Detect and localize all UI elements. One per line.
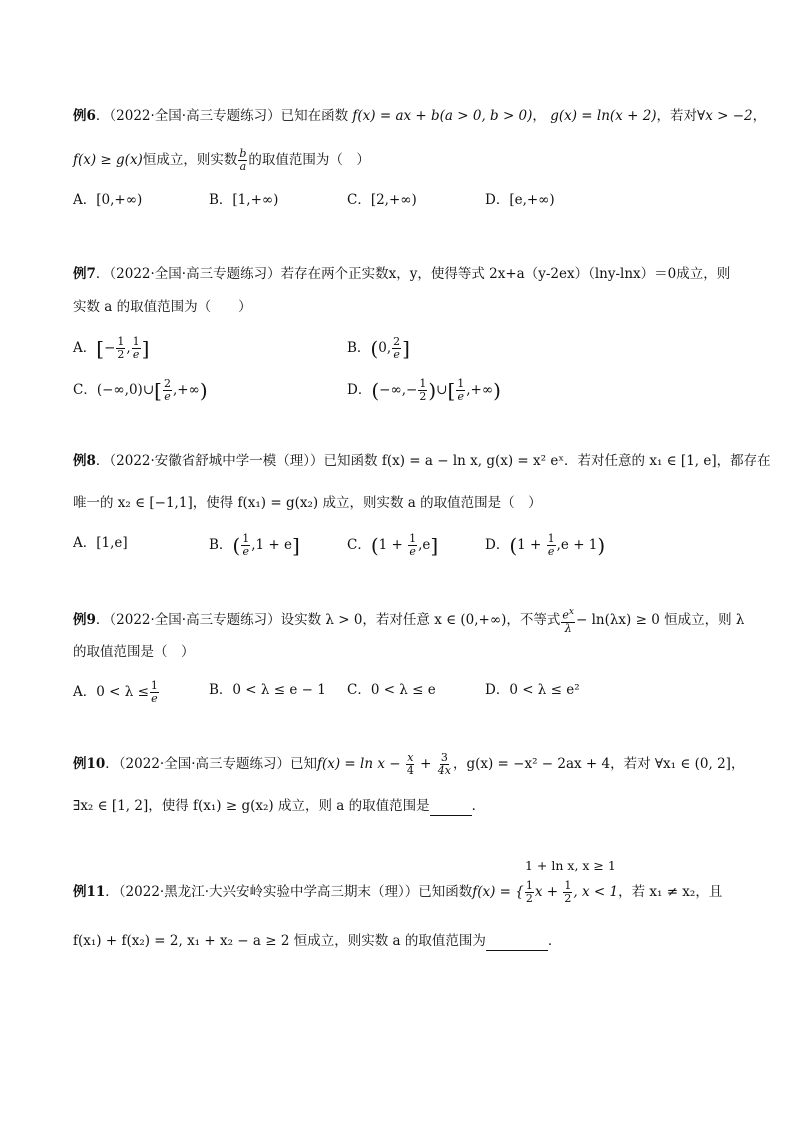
question-label: 例11 bbox=[73, 884, 106, 900]
question-label: 例8 bbox=[73, 453, 96, 469]
question-6-line-1: 例6．（2022·全国·高三专题练习）已知在函数 f(x) = ax + b(a > 0, b > 0)， g(x) = ln(x + 2)，若对∀x > −2， bbox=[73, 108, 767, 124]
option-c[interactable]: C．(1 + $\frac{1}{e}$ ,e] bbox=[347, 532, 439, 558]
question-8-line-2: 唯一的 x₂ ∈ [−1,1]，使得 f(x₁) = g(x₂) 成立，则实数 a 的取值范围是（ ） bbox=[73, 495, 542, 511]
fraction: $\frac{b}{a}$ bbox=[239, 147, 247, 173]
answer-blank[interactable] bbox=[430, 795, 472, 816]
question-7-line-2: 实数 a 的取值范围为（ ） bbox=[73, 299, 252, 315]
question-9-line-1: 例9．（2022·全国·高三专题练习）设实数 λ > 0，若对任意 x ∈ (0,+∞)，不等式 $\frac{e^x}{\lambda}$ − ln(λx) ≥ 0 恒成立，则 λ bbox=[73, 607, 745, 635]
option-b[interactable]: B．0 < λ ≤ e − 1 bbox=[209, 682, 326, 698]
option-c[interactable]: C．0 < λ ≤ e bbox=[347, 682, 436, 698]
question-7-line-1: 例7．（2022·全国·高三专题练习）若存在两个正实数x，y，使得等式 2x+a（y-2ex）（lny-lnx）＝0成立，则 bbox=[73, 266, 731, 282]
answer-blank[interactable] bbox=[486, 930, 548, 951]
option-d[interactable]: D．[e,+∞) bbox=[485, 192, 555, 208]
option-b[interactable]: B．(0, $\frac{2}{e}$ ] bbox=[347, 335, 410, 361]
option-a[interactable]: A．[0,+∞) bbox=[73, 192, 143, 208]
option-d[interactable]: D．(1 + $\frac{1}{e}$ ,e + 1) bbox=[485, 532, 606, 558]
option-a[interactable]: A．[− $\frac{1}{2}$ , $\frac{1}{e}$ ] bbox=[73, 335, 150, 361]
option-d[interactable]: D．0 < λ ≤ e² bbox=[485, 682, 580, 698]
option-c[interactable]: C．[2,+∞) bbox=[347, 192, 417, 208]
question-label: 例10 bbox=[73, 756, 106, 772]
option-a[interactable]: A．0 < λ ≤ $\frac{1}{e}$ bbox=[73, 679, 158, 705]
question-label: 例6 bbox=[73, 108, 96, 124]
question-11-line-2: f(x₁) + f(x₂) = 2, x₁ + x₂ − a ≥ 2 恒成立，则实数 a 的取值范围为 ． bbox=[73, 930, 723, 951]
option-d[interactable]: D．(−∞,− $\frac{1}{2}$ )∪[ $\frac{1}{e}$ ,+∞) bbox=[347, 377, 501, 403]
option-b[interactable]: B．[1,+∞) bbox=[209, 192, 279, 208]
option-a[interactable]: A．[1,e] bbox=[73, 535, 128, 551]
option-b[interactable]: B．( $\frac{1}{e}$ ,1 + e] bbox=[209, 532, 300, 558]
piecewise-case-1: 1 + ln x, x ≥ 1 bbox=[525, 858, 616, 873]
question-label: 例9 bbox=[73, 611, 96, 628]
question-label: 例7 bbox=[73, 266, 96, 282]
question-9-line-2: 的取值范围是（ ） bbox=[73, 644, 195, 660]
question-11-line-1: 例11．（2022·黑龙江·大兴安岭实验中学高三期末（理））已知函数f(x) = { $\frac{1}{2}$ x + $\frac{1}{2}$ , x < 1，若 x₁ ≠ x₂，且 bbox=[73, 879, 723, 905]
question-10-line-1: 例10．（2022·全国·高三专题练习）已知f(x) = ln x − $\frac{x}{4}$ + $\frac{3}{4x}$ ，g(x) = −x² − 2ax + 4，若对 ∀x₁ ∈ (0, 2]， bbox=[73, 751, 745, 777]
question-8-line-1: 例8．（2022·安徽省舒城中学一模（理））已知函数 f(x) = a − ln x, g(x) = x² eˣ．若对任意的 x₁ ∈ [1, e]，都存在 bbox=[73, 453, 771, 469]
question-10-line-2: ∃x₂ ∈ [1, 2]，使得 f(x₁) ≥ g(x₂) 成立，则 a 的取值范围是 ． bbox=[73, 795, 723, 816]
option-c[interactable]: C．(−∞,0)∪[ $\frac{2}{e}$ ,+∞) bbox=[73, 377, 208, 403]
question-6-line-2: f(x) ≥ g(x)恒成立，则实数 $\frac{b}{a}$ 的取值范围为（ ） bbox=[73, 147, 370, 173]
